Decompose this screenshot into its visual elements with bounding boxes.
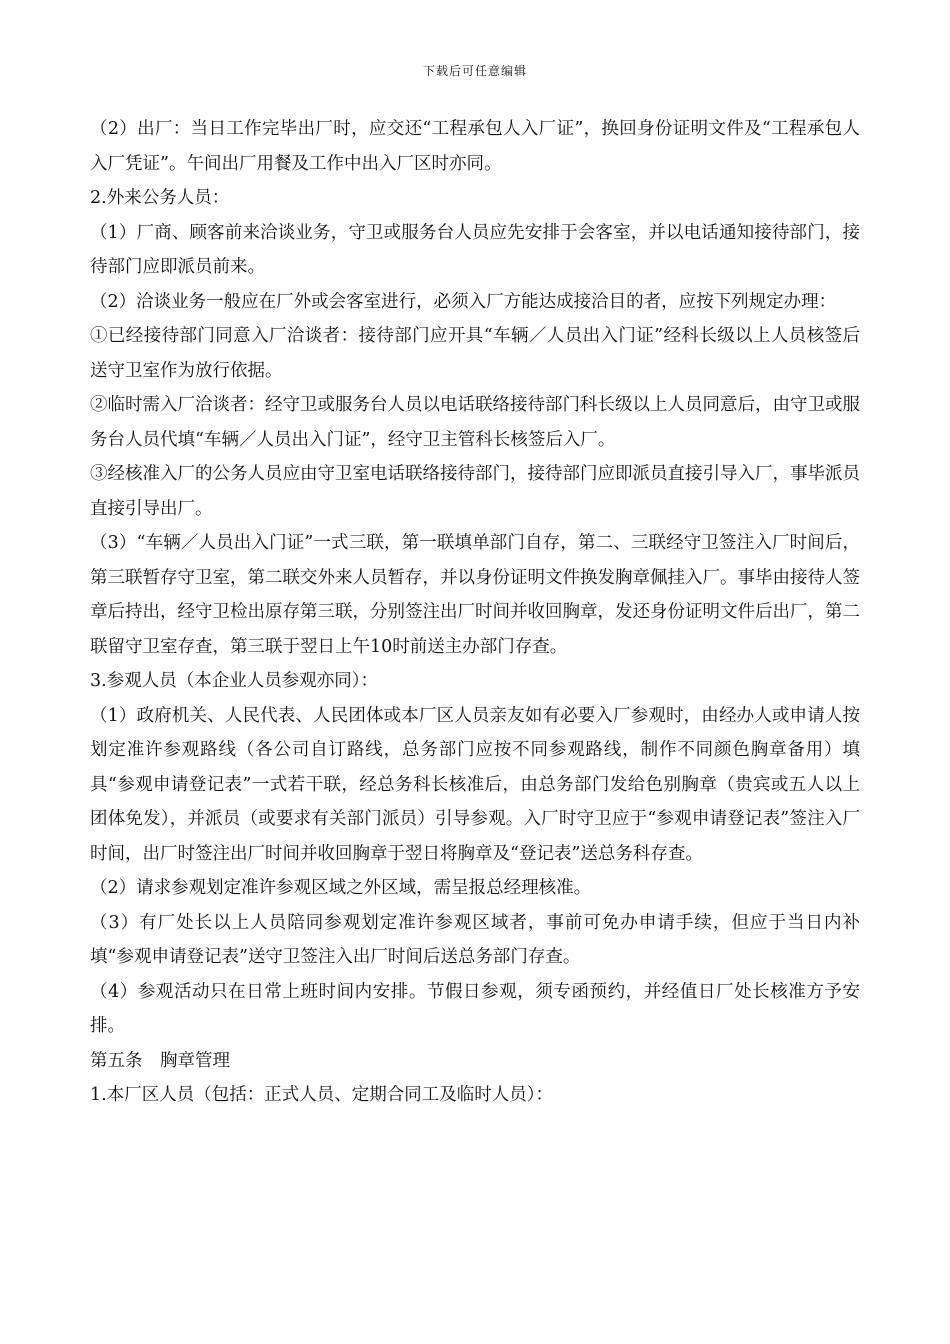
paragraph: （4）参观活动只在日常上班时间内安排。节假日参观，须专函预约，并经值日厂处长核准方予安排。	[90, 981, 860, 1036]
paragraph: （3）有厂处长以上人员陪同参观划定准许参观区域者，事前可免办申请手续，但应于当日内补填“参观申请登记表”送守卫签注入出厂时间后送总务部门存查。	[90, 912, 860, 967]
paragraph: （2）请求参观划定准许参观区域之外区域，需呈报总经理核准。	[90, 878, 592, 898]
section-heading: 3.参观人员（本企业人员参观亦同）：	[90, 671, 378, 691]
document-body	[90, 112, 860, 1113]
paragraph: （3）“车辆／人员出入门证”一式三联，第一联填单部门自存，第二、三联经守卫签注入厂时间后，第三联暂存守卫室，第二联交外来人员暂存，并以身份证明文件换发胸章佩挂入厂。事毕由接待人签章后持出，经守卫检出原存第三联，分别签注出厂时间并收回胸章，发还身份证明文件后出厂，第二联留守卫室存查，第三联于翌日上午10时前送主办部门存查。	[90, 533, 860, 657]
article-heading: 第五条 胸章管理	[90, 1050, 230, 1071]
section-heading: 2.外来公务人员：	[90, 188, 230, 208]
paragraph: （1）厂商、顾客前来洽谈业务，守卫或服务台人员应先安排于会客室，并以电话通知接待部门，接待部门应即派员前来。	[90, 222, 860, 277]
paragraph: （2）出厂：当日工作完毕出厂时，应交还“工程承包人入厂证”，换回身份证明文件及“工程承包人入厂凭证”。午间出厂用餐及工作中出入厂区时亦同。	[90, 119, 860, 174]
paragraph: （2）洽谈业务一般应在厂外或会客室进行，必须入厂方能达成接洽目的者，应按下列规定办理：	[90, 291, 837, 312]
paragraph: （1）政府机关、人民代表、人民团体或本厂区人员亲友如有必要入厂参观时，由经办人或申请人按划定准许参观路线（各公司自订路线，总务部门应按不同参观路线，制作不同颜色胸章备用）填具“参观申请登记表”一式若干联，经总务科长核准后，由总务部门发给色别胸章（贵宾或五人以上团体免发），并派员（或要求有关部门派员）引导参观。入厂时守卫应于“参观申请登记表”签注入厂时间，出厂时签注出厂时间并收回胸章于翌日将胸章及“登记表”送总务科存查。	[90, 705, 860, 864]
paragraph: ①已经接待部门同意入厂洽谈者：接待部门应开具“车辆／人员出入门证”经科长级以上人员核签后送守卫室作为放行依据。	[90, 326, 860, 381]
page-header: 下载后可任意编辑	[422, 64, 527, 78]
paragraph: ③经核准入厂的公务人员应由守卫室电话联络接待部门，接待部门应即派员直接引导入厂，事毕派员直接引导出厂。	[90, 464, 860, 519]
paragraph: ②临时需入厂洽谈者：经守卫或服务台人员以电话联络接待部门科长级以上人员同意后，由守卫或服务台人员代填“车辆／人员出入门证”，经守卫主管科长核签后入厂。	[90, 395, 860, 450]
section-heading: 1.本厂区人员（包括：正式人员、定期合同工及临时人员）：	[90, 1085, 553, 1105]
